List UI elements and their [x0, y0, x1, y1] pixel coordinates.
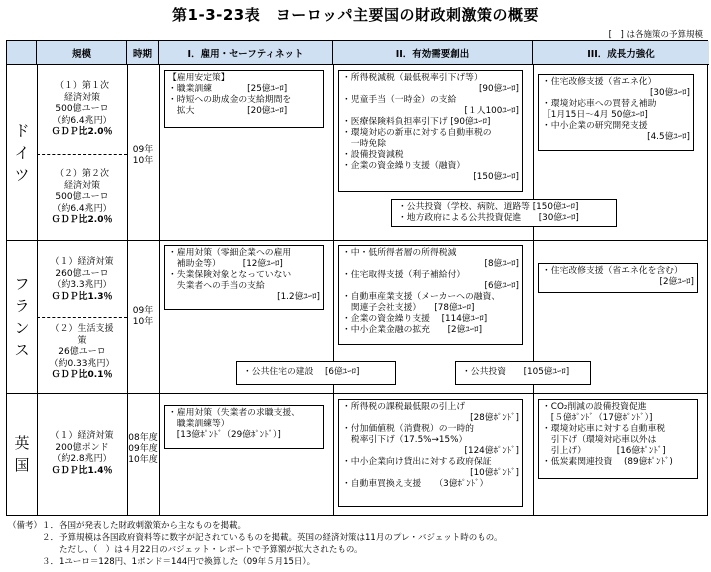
country-uk — [7, 393, 37, 515]
policy-table — [6, 40, 708, 516]
measure-line: ・雇用対策（失業者の求職支援、 — [168, 408, 300, 418]
country-char: 国 — [14, 456, 30, 474]
measure-line: ・自動車買換え支援 （3億ﾎﾟﾝﾄﾞ） — [342, 479, 489, 489]
france-scale-2 — [38, 324, 126, 382]
scale-gdp: ＧＤＰ比1.3％ — [51, 291, 113, 302]
measure-line: ・失業保険対象となっていない — [168, 270, 292, 280]
measure-line: 【雇用安定策】 — [168, 73, 230, 83]
france-growth-box — [538, 263, 698, 293]
measure-line: 一時免除 — [342, 139, 386, 149]
sub-divider — [37, 317, 127, 318]
period-line: 09年 — [132, 306, 154, 316]
france-employment-box — [164, 245, 324, 310]
measure-budget: [30億ﾕｰﾛ] — [649, 88, 690, 98]
period-line: 10年 — [132, 317, 154, 327]
sub-divider — [37, 154, 127, 155]
measure-line: ・付加価値税（消費税）の一時的 — [342, 424, 474, 434]
header-period: 時期 — [127, 41, 159, 65]
scale-line: （約6.4兆円） — [52, 115, 112, 126]
country-char: ド — [14, 121, 30, 140]
scale-gdp: ＧＤＰ比2.0％ — [51, 215, 113, 225]
measure-line: 拡大 [20億ﾕｰﾛ] — [168, 106, 288, 116]
france-public-housing-box: ・公共住宅の建設 [6億ﾕｰﾛ] — [236, 361, 396, 385]
measure-line: ［1月15日～4月 50億ﾕｰﾛ] — [542, 110, 648, 120]
scale-line: （約0.33兆円） — [49, 358, 115, 369]
measure-line: 補助金等） [12億ﾕｰﾛ] — [168, 259, 283, 269]
period-line: 09年度 — [128, 444, 158, 454]
scale-gdp: ＧＤＰ比2.0％ — [51, 127, 113, 137]
measure-budget: [8億ﾕｰﾛ] — [484, 259, 519, 269]
measure-line: ・環境対応車への買替え補助 — [542, 99, 657, 109]
germany-scale-1 — [38, 81, 126, 139]
budget-note: [ ] は各施策の予算規模 — [608, 30, 703, 40]
page-title: 第1-3-23表 ヨーロッパ主要国の財政刺激策の概要 — [172, 6, 539, 24]
scale-line: 策 — [77, 335, 87, 346]
scale-line: （１）第１次 — [54, 81, 109, 91]
footnote-line: ただし、（ ）は４月22日のバジェット・レポートで予算額が拡大されたもの。 — [8, 545, 363, 555]
measure-budget: [90億ﾕｰﾛ] — [478, 84, 519, 94]
scale-line: 500億ユーロ — [55, 104, 109, 114]
measure-line: ・中小企業の研究開発支援 — [542, 121, 648, 131]
scale-line: （２）第２次 — [54, 169, 109, 179]
measure-budget: [28億ﾎﾟﾝﾄﾞ] — [470, 413, 519, 423]
germany-public-investment-box — [391, 199, 617, 227]
measure-budget: [1.2億ﾕｰﾛ] — [277, 292, 320, 302]
grid-line — [159, 65, 160, 515]
measure-line: 引上げ） [16億ﾎﾟﾝﾄﾞ] — [542, 446, 666, 456]
germany-period — [128, 145, 158, 167]
header-corner — [7, 41, 37, 65]
measure-line: ・企業の資金繰り支援（融資） — [342, 161, 466, 171]
measure-budget: [2億ﾕｰﾛ] — [659, 277, 694, 287]
measure-line: ・中小企業向け貸出に対する政府保証 — [342, 457, 492, 467]
footnote-line: （備考）１．各国が発表した財政刺激策から主なものを掲載。 — [8, 521, 247, 531]
uk-demand-box — [338, 399, 523, 507]
measure-budget: [10億ﾎﾟﾝﾄﾞ] — [470, 468, 519, 478]
period-line: 10年度 — [128, 455, 158, 465]
period-line: 10年 — [132, 156, 154, 166]
measure-budget: [6億ﾕｰﾛ] — [484, 281, 519, 291]
uk-employment-box — [164, 405, 324, 449]
scale-line: 経済対策 — [63, 92, 100, 103]
measure-line: ・医療保険料負担率引下げ [90億ﾕｰﾛ] — [342, 117, 491, 127]
country-germany — [7, 65, 37, 240]
grid-line — [333, 65, 334, 515]
france-period — [128, 306, 158, 328]
scale-line: （約3.3兆円） — [52, 280, 112, 290]
measure-line: ・時短への助成金の支給期間を — [168, 95, 292, 105]
measure-budget: [4.5億ﾕｰﾛ] — [647, 132, 690, 142]
measure-line: ・CO₂削減の設備投資促進 — [542, 402, 647, 412]
uk-period — [128, 433, 158, 466]
scale-line: 200億ポンド — [55, 442, 109, 453]
measure-line: [５億ﾎﾟﾝﾄﾞ（17億ﾎﾟﾝﾄﾞ）] — [542, 413, 653, 423]
scale-line: 経済対策 — [63, 180, 100, 191]
country-char: ン — [14, 318, 30, 337]
period-line: 09年 — [132, 145, 154, 155]
country-char: イ — [14, 143, 30, 162]
header-scale: 規模 — [37, 41, 127, 65]
germany-scale-2 — [38, 169, 126, 227]
scale-gdp: ＧＤＰ比1.4％ — [51, 465, 113, 476]
measure-budget: [150億ﾕｰﾛ] — [473, 172, 519, 182]
measure-budget: [124億ﾎﾟﾝﾄﾞ] — [464, 446, 519, 456]
country-char: 英 — [14, 434, 30, 452]
france-public-investment-box: ・公共投資 [105億ﾕｰﾛ] — [455, 361, 591, 385]
measure-line: ・地方政府による公共投資促進 [30億ﾕｰﾛ] — [398, 213, 579, 223]
scale-line: （１）経済対策 — [50, 257, 114, 267]
measure-line: ・職業訓練 [25億ﾕｰﾛ] — [168, 84, 288, 94]
grid-line — [533, 65, 534, 515]
germany-employment-box — [164, 70, 324, 128]
scale-line: 500億ユーロ — [55, 192, 109, 202]
country-char: フ — [14, 274, 30, 293]
scale-line: （約6.4兆円） — [52, 203, 112, 214]
scale-line: 260億ユーロ — [55, 268, 109, 279]
measure-line: 税率引下げ（17.5%→15%） — [342, 435, 468, 445]
measure-line: ・住宅取得支援（利子補給付） — [342, 270, 466, 280]
measure-budget: [１人100ﾕｰﾛ] — [464, 106, 519, 116]
france-scale-1 — [38, 257, 126, 303]
footnote-line: ３．1ユーロ＝128円、1ポンド＝144円で換算した（09年５月15日）。 — [8, 557, 316, 567]
country-char: ラ — [14, 296, 30, 315]
header-employment: I．雇用・セーフティネット — [159, 41, 333, 65]
measure-line: ・所得税の課税最低限の引上げ — [342, 402, 466, 412]
germany-demand-box — [338, 70, 523, 192]
france-demand-box — [338, 245, 523, 345]
period-line: 08年度 — [128, 433, 158, 443]
country-char: ス — [14, 340, 30, 359]
row-divider — [7, 240, 707, 241]
measure-line: ・設備投資減税 — [342, 150, 404, 160]
measure-line: ・児童手当（一時金）の支給 — [342, 95, 457, 105]
measure-line: ・企業の資金繰り支援 [114億ﾕｰﾛ] — [342, 314, 488, 324]
scale-line: （２）生活支援 — [50, 324, 114, 334]
scale-line: 26億ユーロ — [58, 347, 106, 357]
measure-line: ・雇用対策（零細企業への雇用 — [168, 248, 292, 258]
measure-line: [13億ﾎﾟﾝﾄﾞ（29億ﾎﾟﾝﾄﾞ）] — [168, 430, 281, 440]
measure-line: ・住宅改修支援（省エネ化） — [542, 77, 657, 87]
measure-line: 職業訓練等） — [168, 419, 230, 429]
measure-line: ・公共投資（学校、病院、道路等 [150億ﾕｰﾛ] — [398, 202, 579, 212]
measure-line: ・中小企業金融の拡充 [2億ﾕｰﾛ] — [342, 325, 483, 335]
measure-line: ・自動車産業支援（メーカーへの融資、 — [342, 292, 501, 302]
scale-line: （１）経済対策 — [50, 431, 114, 441]
country-char: ツ — [14, 165, 30, 184]
measure-line: ・低炭素関連投資 (89億ﾎﾟﾝﾄﾞ) — [542, 457, 673, 467]
measure-line: 引下げ（環境対応車以外は — [542, 435, 657, 445]
measure-line: ・住宅改修支援（省エネ化を含む） — [542, 266, 683, 276]
scale-gdp: ＧＤＰ比0.1％ — [51, 370, 113, 380]
header-demand: II．有効需要創出 — [333, 41, 533, 65]
measure-line: ・所得税減税（最低税率引下げ等） — [342, 73, 483, 83]
germany-growth-box — [538, 74, 694, 151]
measure-line: 失業者への手当の支給 — [168, 281, 265, 291]
footnote-line: ２．予算規模は各国政府資料等に数字が記されているものを掲載。英国の経済対策は11月のプレ・バジェット時のもの。 — [8, 533, 503, 543]
uk-growth-box — [538, 399, 698, 479]
uk-scale — [38, 431, 126, 477]
row-divider — [7, 393, 707, 394]
measure-line: 関連子会社支援） [78億ﾕｰﾛ] — [342, 303, 475, 313]
measure-line: ・中・低所得者層の所得税減 — [342, 248, 457, 258]
scale-line: （約2.8兆円） — [52, 454, 112, 464]
measure-line: ・環境対応車に対する自動車税 — [542, 424, 666, 434]
country-france — [7, 240, 37, 393]
footnotes — [8, 520, 502, 568]
measure-line: ・環境対応の新車に対する自動車税の — [342, 128, 492, 138]
header-growth: III．成長力強化 — [533, 41, 709, 65]
